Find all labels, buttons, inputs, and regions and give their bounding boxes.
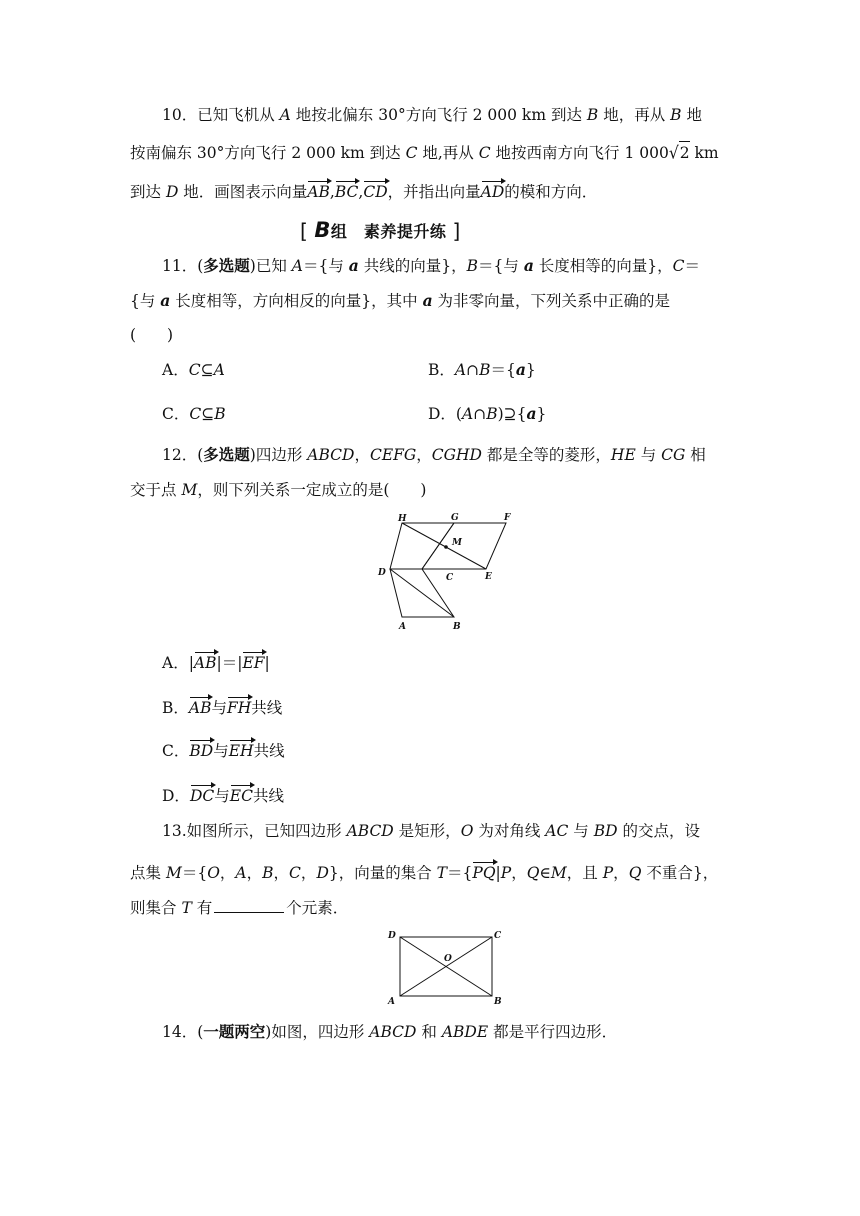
- segment-db: [390, 569, 454, 617]
- q13-line-2: 点集 M＝{O，A，B，C，D}，向量的集合 T＝{PQ|P，Q∈M，且 P，Q 不重合}，: [130, 864, 719, 882]
- label-d: D: [378, 568, 386, 578]
- label-f: F: [504, 513, 511, 523]
- q11-option-a: A．C⊆A: [162, 361, 225, 379]
- rectangle-figure: [382, 926, 512, 1010]
- q12-option-b: B．AB与FH共线: [162, 699, 283, 717]
- q13-line-3: 则集合 T 有 个元素．: [130, 899, 349, 917]
- q11-option-c: C．C⊆B: [162, 405, 226, 423]
- q12-line-2: 交于点 M，则下列关系一定成立的是( ): [130, 481, 427, 499]
- point-m: [444, 545, 448, 549]
- rhombus-cefg: [422, 523, 506, 569]
- vector-CD: CD: [363, 183, 388, 201]
- vector-AD: AD: [480, 183, 505, 201]
- q11-line-1: 11．(多选题)已知 A＝{与 a 共线的向量}，B＝{与 a 长度相等的向量}，C＝: [162, 256, 701, 275]
- q12-option-a: A．|AB|＝|EF|: [162, 654, 270, 672]
- rhombus-figure: [370, 505, 530, 635]
- label-d: D: [388, 931, 396, 941]
- label-h: H: [398, 514, 407, 524]
- q11-answer-paren: ( ): [130, 326, 174, 344]
- q10-line-1: 10．已知飞机从 A 地按北偏东 30°方向飞行 2 000 km 到达 B 地，再从 B 地: [162, 106, 702, 124]
- q13-line-1: 13.如图所示，已知四边形 ABCD 是矩形，O 为对角线 AC 与 BD 的交点，设: [162, 822, 700, 840]
- label-g: G: [451, 513, 459, 523]
- vector-AB: AB: [307, 183, 330, 201]
- section-letter: B: [314, 218, 331, 242]
- q14-line-1: 14．(一题两空)如图，四边形 ABCD 和 ABDE 都是平行四边形．: [162, 1022, 618, 1041]
- label-m: M: [452, 538, 462, 548]
- q10-line-3: 到达 D 地．画图表示向量AB,BC,CD，并指出向量AD的模和方向．: [130, 183, 598, 201]
- q12-option-c: C．BD与EH共线: [162, 742, 285, 760]
- answer-blank[interactable]: [214, 898, 284, 913]
- label-b: B: [453, 622, 461, 632]
- vector-BC: BC: [334, 183, 359, 201]
- q11-option-d: D．(A∩B)⊇{a}: [428, 404, 547, 423]
- label-a: A: [388, 997, 395, 1007]
- label-c: C: [446, 573, 454, 583]
- label-c: C: [494, 931, 502, 941]
- label-a: A: [399, 622, 406, 632]
- label-b: B: [494, 997, 502, 1007]
- q12-line-1: 12．(多选题)四边形 ABCD，CEFG，CGHD 都是全等的菱形，HE 与 CG 相: [162, 445, 706, 464]
- segment-he: [402, 523, 486, 569]
- label-e: E: [485, 572, 492, 582]
- q12-option-d: D．DC与EC共线: [162, 787, 284, 805]
- q11-line-2: {与 a 长度相等，方向相反的向量}，其中 a 为非零向量，下列关系中正确的是: [130, 291, 671, 310]
- sqrt-icon: √: [668, 143, 679, 163]
- label-o: O: [444, 954, 452, 964]
- section-header: [ B组 素养提升练 ]: [300, 218, 461, 243]
- q10-line-2: 按南偏东 30°方向飞行 2 000 km 到达 C 地,再从 C 地按西南方向飞行 1 000√2 km: [130, 141, 719, 164]
- q11-option-b: B．A∩B＝{a}: [428, 360, 536, 379]
